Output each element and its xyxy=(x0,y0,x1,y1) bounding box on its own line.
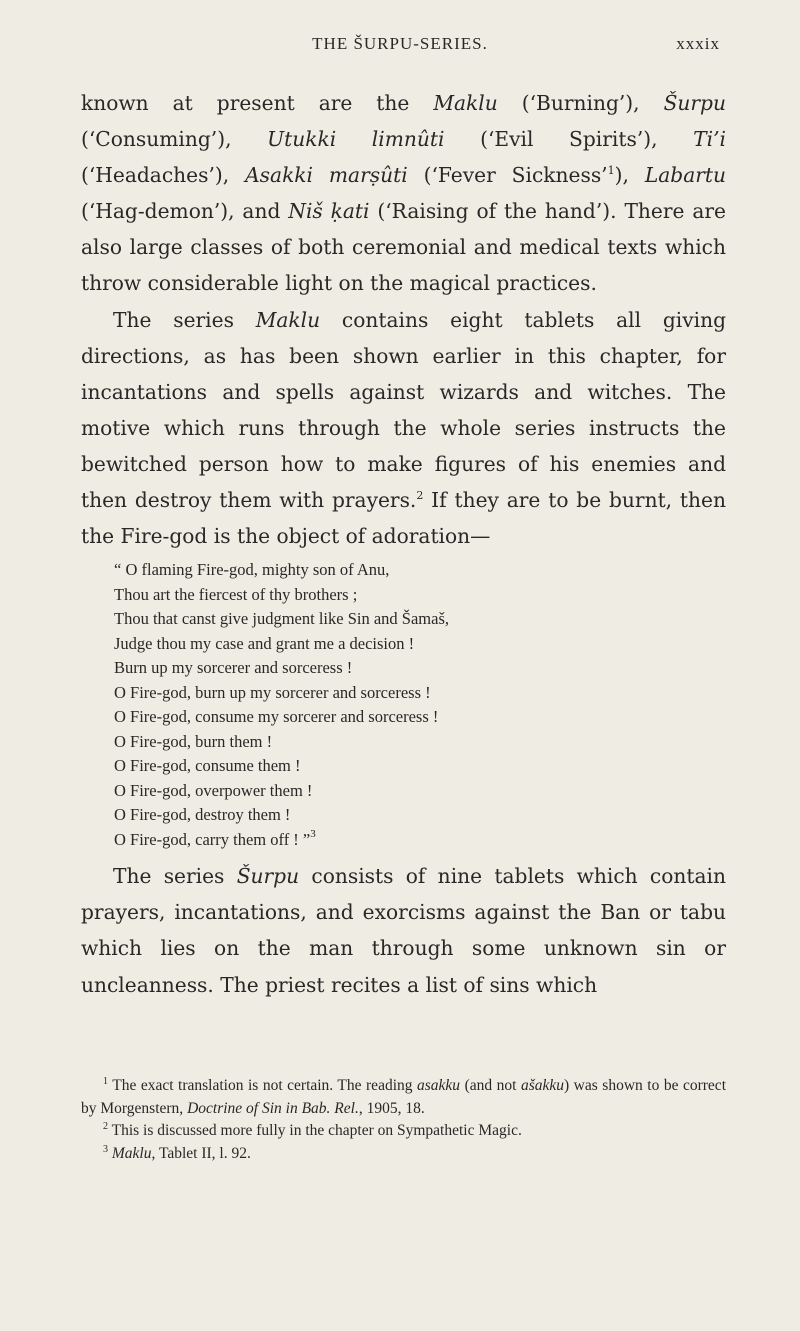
text-run: ), xyxy=(614,163,645,188)
text-run: , 1905, 18. xyxy=(358,1099,425,1117)
italic-term: Šurpu xyxy=(236,864,300,889)
paragraph-2 xyxy=(81,302,726,555)
page-number: xxxix xyxy=(676,34,720,53)
footnote-ref: 1 xyxy=(607,164,615,178)
text-run: (‘Burning’), xyxy=(497,91,664,115)
quote-text: O Fire-god, carry them off ! ” xyxy=(114,829,311,849)
italic-term: Labartu xyxy=(644,163,727,188)
quote-line: O Fire-god, burn them ! xyxy=(114,731,273,751)
italic-term: asakku xyxy=(417,1077,461,1094)
footnote-ref: 2 xyxy=(416,489,424,503)
text-run: known at present are the xyxy=(81,91,434,115)
quote-line: O Fire-god, overpower them ! xyxy=(114,780,313,800)
text-run: ) was shown to be correct by Morgenstern, xyxy=(81,1077,726,1117)
running-title: THE ŠURPU-SERIES. xyxy=(312,34,488,53)
footnote-mark: 2 xyxy=(103,1121,108,1132)
text-run: The exact translation is not certain. The reading xyxy=(108,1077,418,1094)
italic-term: Šurpu xyxy=(663,91,726,115)
text-run: consists of nine tablets which contain prayers, incantations, and exorcisms against the Ban or tabu which lies on the man through some unknown sin or uncleanness. The priest recites a list of sins which xyxy=(81,864,726,997)
italic-term: Asakki marṣûti xyxy=(245,163,408,188)
text-run: The series xyxy=(113,307,256,332)
text-run: If they are to be burnt, then the Fire-god is the object of adoration— xyxy=(81,488,726,549)
quote-line: O Fire-god, burn up my sorcerer and sorceress ! xyxy=(114,682,431,702)
text-run: (‘Consuming’), xyxy=(81,127,268,152)
quote-line: Thou that canst give judgment like Sin and Šamaš, xyxy=(114,609,449,629)
quote-line: Thou art the fiercest of thy brothers ; xyxy=(114,584,358,604)
italic-term: Utukki limnûti xyxy=(267,127,445,152)
quote-line: Judge thou my case and grant me a decision ! xyxy=(114,633,415,653)
text-run: (‘Raising of the hand’). There are also large classes of both ceremonial and medical texts which throw considerable light on the magical practices. xyxy=(81,199,726,296)
text-run: (‘Headaches’), xyxy=(81,163,246,188)
italic-term: ašakku xyxy=(520,1077,564,1094)
text-run: (‘Hag-demon’), and xyxy=(81,199,289,224)
italic-term: Maklu xyxy=(111,1144,152,1162)
running-header xyxy=(0,20,800,60)
quote-line: O Fire-god, consume my sorcerer and sorceress ! xyxy=(114,707,439,727)
footnote-mark: 3 xyxy=(103,1143,108,1155)
footnote-2 xyxy=(81,1120,726,1143)
main-text xyxy=(81,85,726,1003)
footnote-ref: 3 xyxy=(310,827,316,840)
text-run: (and not xyxy=(460,1077,521,1094)
footnote-1 xyxy=(81,1075,726,1120)
text-run: contains eight tablets all giving directions, as has been shown earlier in this chapter, for incantations and spells against wizards and witches. The motive which runs through the whole series instructs the bewitched person how to make figures of his enemies and then destroy them with prayers. xyxy=(81,307,727,513)
quote-line: Burn up my sorcerer and sorceress ! xyxy=(114,658,353,678)
quote-line: O Fire-god, consume them ! xyxy=(114,756,301,776)
quote-line: “ O flaming Fire-god, mighty son of Anu, xyxy=(114,560,390,580)
italic-term: Maklu xyxy=(433,91,498,115)
text-run: , Tablet II, l. 92. xyxy=(151,1144,251,1162)
quote-line: O Fire-god, destroy them ! xyxy=(114,805,291,825)
footnotes xyxy=(81,1075,726,1165)
text-run: (‘Evil Spirits’), xyxy=(444,127,694,152)
italic-term: Ti’i xyxy=(693,127,726,152)
quote-line-last xyxy=(114,828,726,853)
italic-term: Maklu xyxy=(255,307,321,332)
italic-citation: Doctrine of Sin in Bab. Rel. xyxy=(187,1099,359,1117)
paragraph-3 xyxy=(81,858,726,1002)
paragraph-1 xyxy=(81,85,726,302)
italic-term: Niš ḳati xyxy=(288,199,370,224)
fire-god-quote xyxy=(114,558,726,852)
footnote-3 xyxy=(81,1143,726,1166)
text-run: This is discussed more fully in the chapter on Sympathetic Magic. xyxy=(108,1122,522,1139)
text-run: The series xyxy=(113,864,237,889)
footnote-mark: 1 xyxy=(103,1076,108,1087)
text-run: (‘Fever Sickness’ xyxy=(407,163,608,188)
